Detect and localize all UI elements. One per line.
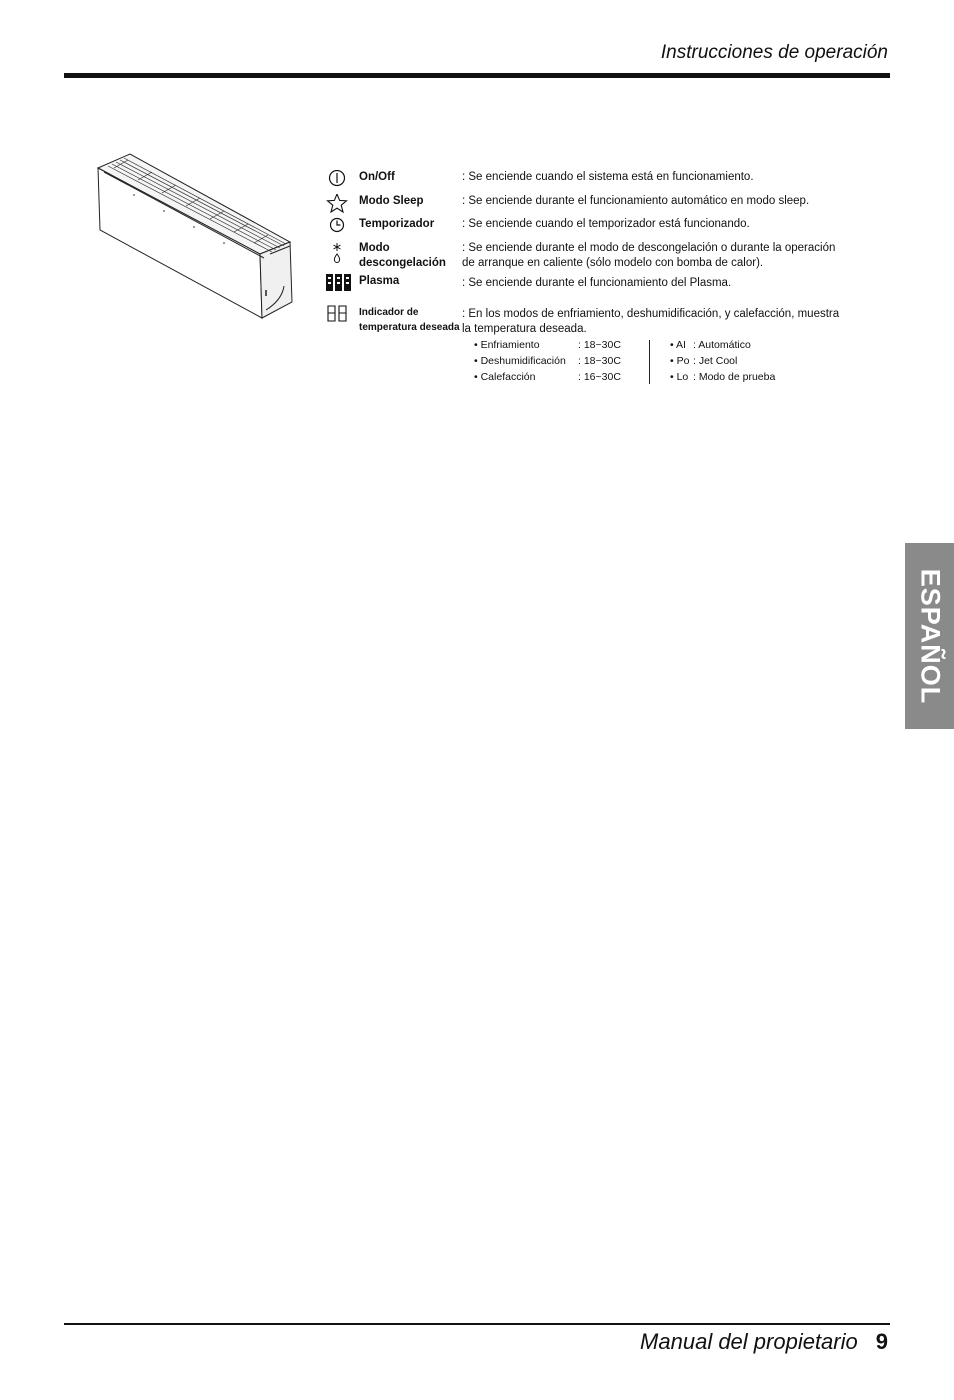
code-label: • Lo bbox=[670, 371, 689, 383]
power-icon bbox=[326, 170, 350, 192]
range-mode: • Calefacción bbox=[474, 371, 536, 383]
footer-title: Manual del propietario bbox=[640, 1329, 858, 1354]
plasma-icon bbox=[326, 274, 352, 296]
range-value: : 16~30C bbox=[578, 371, 621, 383]
language-tab-label: ESPAÑOL bbox=[915, 568, 946, 704]
indicator-label: Temporizador bbox=[359, 218, 435, 230]
indicator-label: Modo Sleep bbox=[359, 195, 424, 207]
range-mode: • Deshumidificación bbox=[474, 355, 566, 367]
indicator-label: Indicador de temperatura deseada bbox=[359, 307, 460, 333]
language-tab bbox=[905, 543, 954, 729]
code-meaning: : Automático bbox=[693, 339, 751, 351]
range-value: : 18~30C bbox=[578, 339, 621, 351]
indicator-label: Modo descongelación bbox=[359, 242, 446, 269]
code-label: • AI bbox=[670, 339, 686, 351]
range-mode: • Enfriamiento bbox=[474, 339, 540, 351]
clock-icon bbox=[326, 217, 350, 239]
section-title: Instrucciones de operación bbox=[660, 42, 888, 63]
code-meaning: : Jet Cool bbox=[693, 355, 738, 367]
footer bbox=[640, 1329, 888, 1355]
code-meaning: : Modo de prueba bbox=[693, 371, 776, 383]
indicator-description: : En los modos de enfriamiento, deshumidificación, y calefacción, muestra la temperatura deseada. bbox=[462, 308, 840, 335]
page-number: 9 bbox=[875, 1329, 888, 1354]
footer-rule bbox=[64, 1323, 890, 1325]
indicator-description: : Se enciende durante el funcionamiento del Plasma. bbox=[462, 277, 732, 289]
star-icon bbox=[326, 194, 350, 216]
defrost-icon bbox=[326, 241, 350, 267]
column-divider bbox=[649, 340, 650, 384]
indicator-description: : Se enciende durante el modo de descongelación o durante la operación de arranque en caliente (sólo modelo con bomba de calor). bbox=[462, 242, 836, 269]
indoor-unit-illustration bbox=[94, 150, 294, 320]
header-rule bbox=[64, 73, 890, 78]
indicator-label: On/Off bbox=[359, 171, 395, 183]
indicator-label: Plasma bbox=[359, 275, 400, 287]
indicator-description: : Se enciende durante el funcionamiento automático en modo sleep. bbox=[462, 195, 810, 207]
range-value: : 18~30C bbox=[578, 355, 621, 367]
seven-segment-icon bbox=[326, 305, 350, 327]
code-label: • Po bbox=[670, 355, 690, 367]
indicator-description: : Se enciende cuando el sistema está en funcionamiento. bbox=[462, 171, 754, 183]
indicator-description: : Se enciende cuando el temporizador está funcionando. bbox=[462, 218, 750, 230]
